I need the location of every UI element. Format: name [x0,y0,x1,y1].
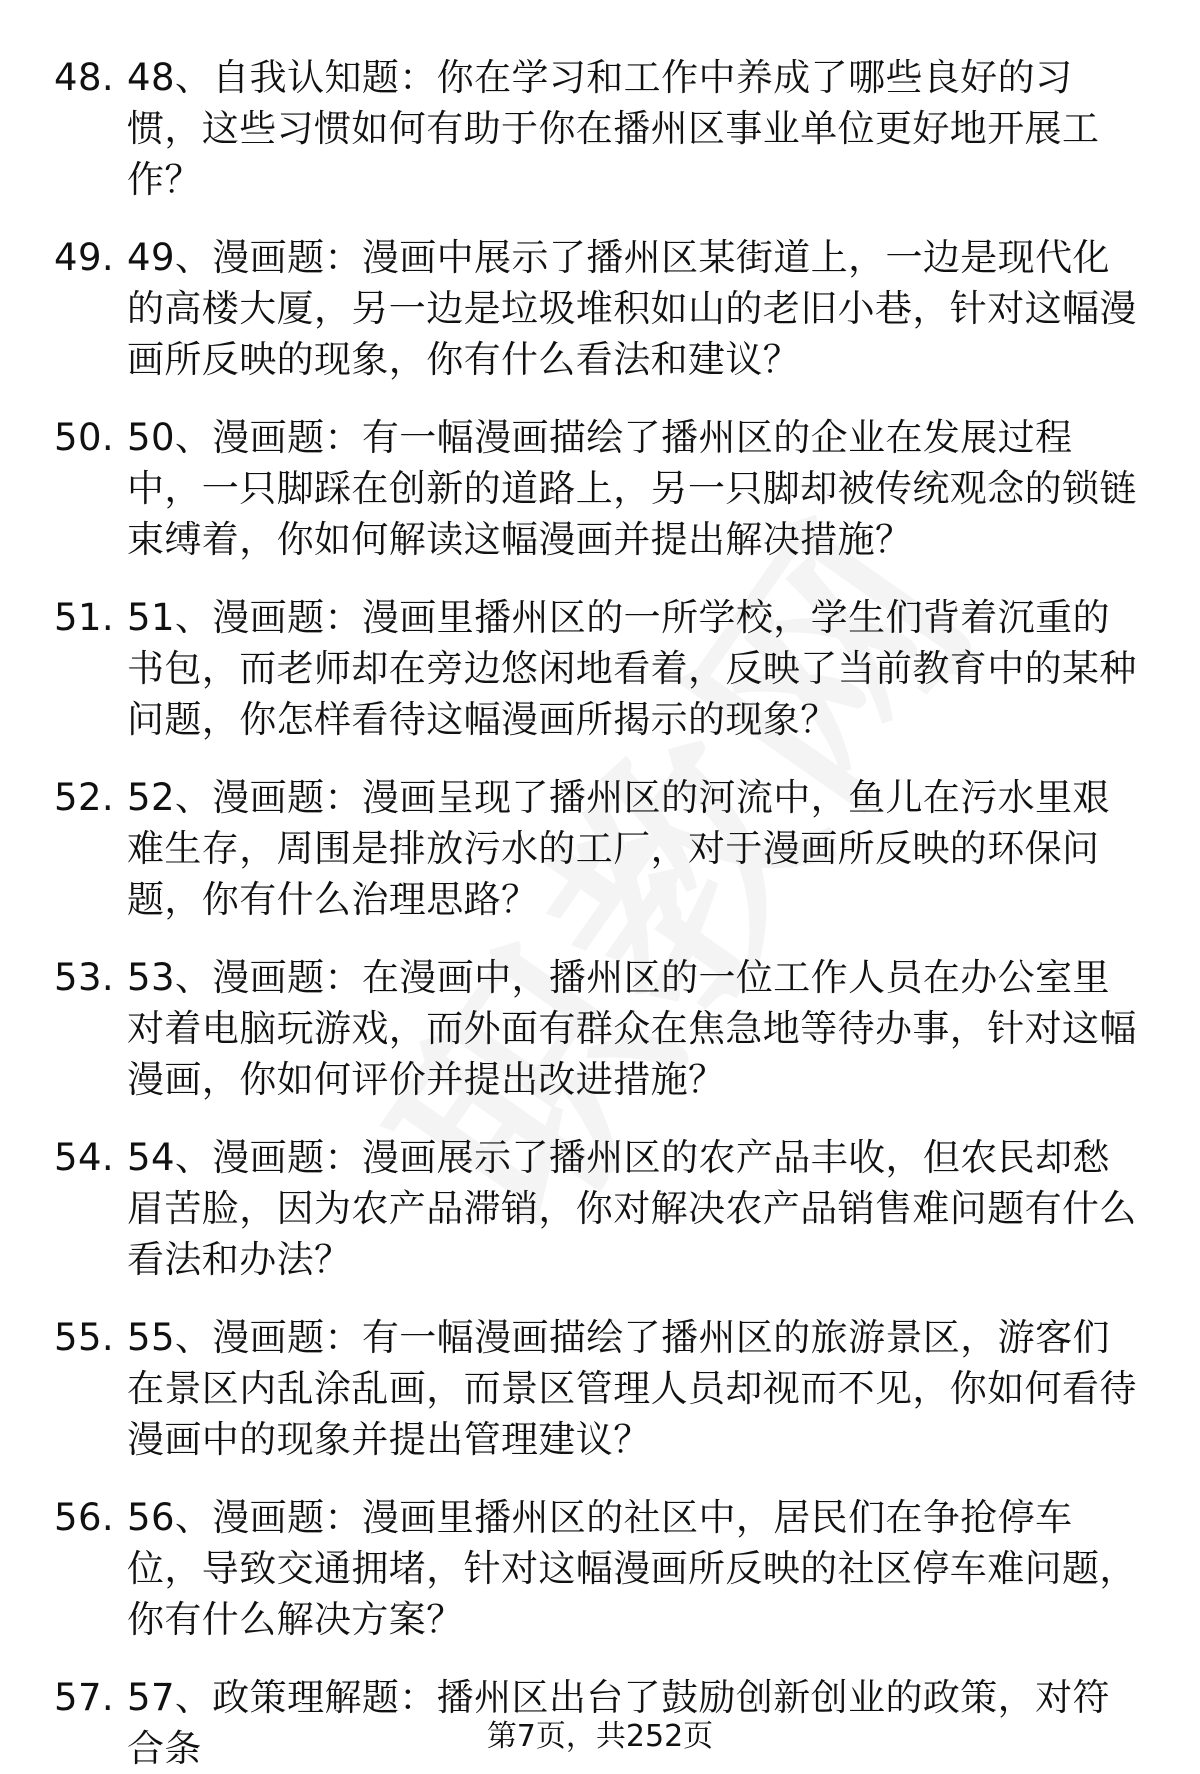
question-number: 53. [54,956,115,999]
page-number-label: 第7页，共252页 [486,1719,714,1754]
question-number: 56. [54,1496,115,1539]
question-text: 52、漫画题：漫画呈现了播州区的河流中，鱼儿在污水里艰难生存，周围是排放污水的工厂，对于漫画所反映的环保问题，你有什么治理思路？ [127,776,1110,921]
question-text: 50、漫画题：有一幅漫画描绘了播州区的企业在发展过程中，一只脚踩在创新的道路上，另一只脚却被传统观念的锁链束缚着，你如何解读这幅漫画并提出解决措施？ [127,416,1137,561]
question-item [54,1132,1142,1285]
question-item [54,772,1142,925]
question-item [54,52,1142,205]
question-text: 55、漫画题：有一幅漫画描绘了播州区的旅游景区，游客们在景区内乱涂乱画，而景区管理人员却视而不见，你如何看待漫画中的现象并提出管理建议？ [127,1316,1137,1461]
question-item [54,592,1142,745]
question-text: 48、自我认知题：你在学习和工作中养成了哪些良好的习惯，这些习惯如何有助于你在播州区事业单位更好地开展工作？ [127,56,1100,201]
question-text: 57、政策理解题：播州区出台了鼓励创新创业的政策，对符合条 [127,1676,1110,1770]
question-item [54,412,1142,565]
question-item [54,232,1142,385]
question-list [54,52,1142,1774]
question-item [54,952,1142,1105]
question-text: 56、漫画题：漫画里播州区的社区中，居民们在争抢停车位，导致交通拥堵，针对这幅漫画所反映的社区停车难问题，你有什么解决方案？ [127,1496,1137,1641]
question-number: 52. [54,776,115,819]
question-item [54,1312,1142,1465]
question-number: 57. [54,1676,115,1719]
question-number: 55. [54,1316,115,1359]
page-footer [0,1720,1200,1754]
question-text: 53、漫画题：在漫画中，播州区的一位工作人员在办公室里对着电脑玩游戏，而外面有群众在焦急地等待办事，针对这幅漫画，你如何评价并提出改进措施？ [127,956,1137,1101]
question-number: 51. [54,596,115,639]
question-number: 48. [54,56,115,99]
question-text: 49、漫画题：漫画中展示了播州区某街道上，一边是现代化的高楼大厦，另一边是垃圾堆积如山的老旧小巷，针对这幅漫画所反映的现象，你有什么看法和建议？ [127,236,1137,381]
question-item [54,1492,1142,1645]
question-number: 49. [54,236,115,279]
question-text: 51、漫画题：漫画里播州区的一所学校，学生们背着沉重的书包，而老师却在旁边悠闲地看着，反映了当前教育中的某种问题，你怎样看待这幅漫画所揭示的现象？ [127,596,1137,741]
question-number: 54. [54,1136,115,1179]
question-number: 50. [54,416,115,459]
question-text: 54、漫画题：漫画展示了播州区的农产品丰收，但农民却愁眉苦脸，因为农产品滞销，你对解决农产品销售难问题有什么看法和办法？ [127,1136,1137,1281]
